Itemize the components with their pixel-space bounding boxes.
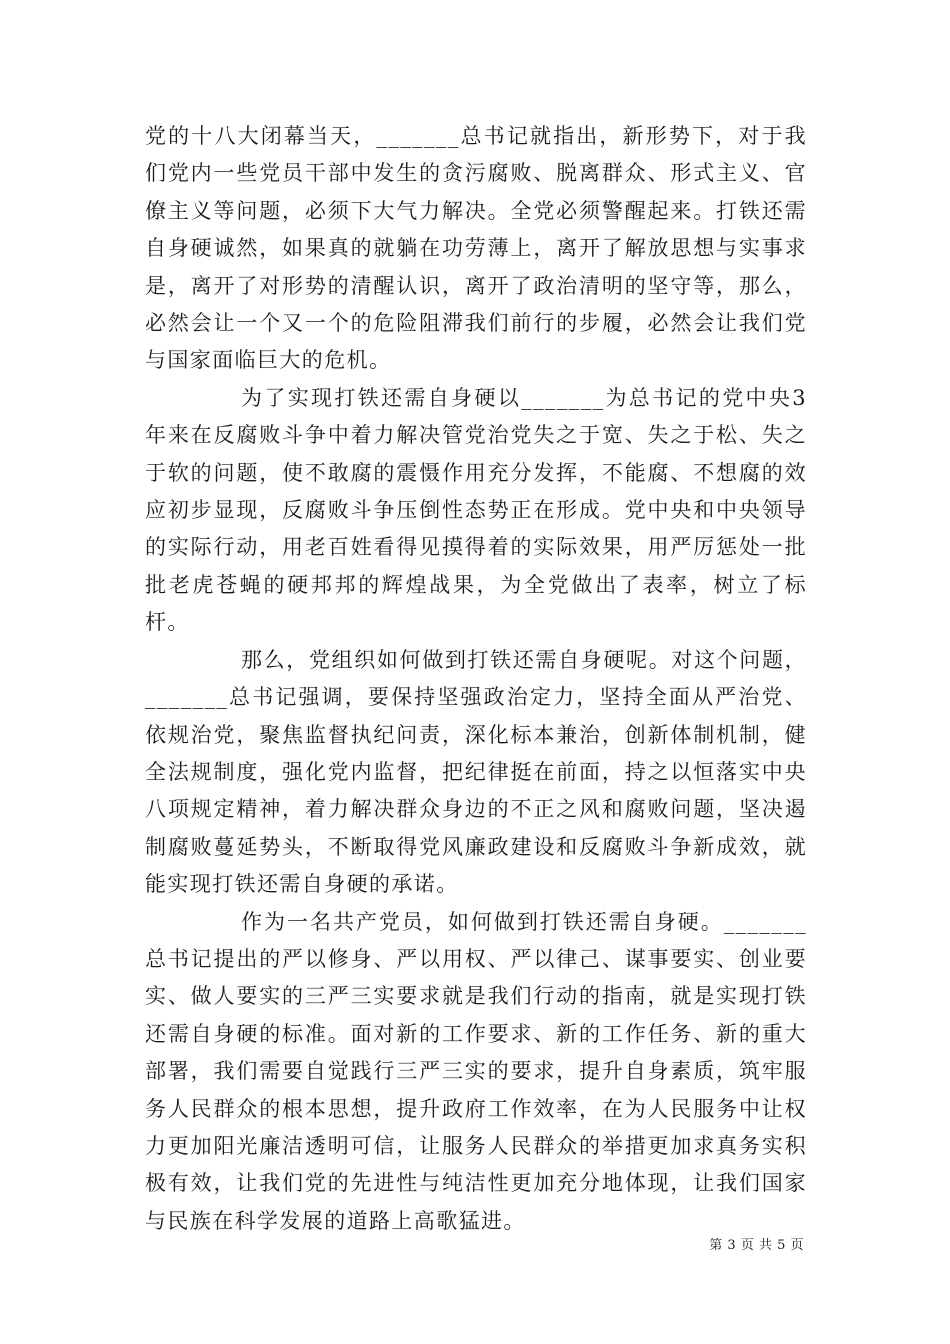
paragraph-2: 为了实现打铁还需自身硬以_______为总书记的党中央3年来在反腐败斗争中着力解决管党治党失之于宽、失之于松、失之于软的问题，使不敢腐的震慑作用充分发挥，不能腐、不想腐的效应初步显现，反腐败斗争压倒性态势正在形成。党中央和中央领导的实际行动，用老百姓看得见摸得着的实际效果，用严厉惩处一批批老虎苍蝇的硬邦邦的辉煌战果，为全党做出了表率，树立了标杆。: [145, 385, 807, 635]
paragraph-1: 党的十八大闭幕当天，_______总书记就指出，新形势下，对于我们党内一些党员干部中发生的贪污腐败、脱离群众、形式主义、官僚主义等问题，必须下大气力解决。全党必须警醒起来。打铁还需自身硬诚然，如果真的就躺在功劳薄上，离开了解放思想与实事求是，离开了对形势的清醒认识，离开了政治清明的坚守等，那么，必然会让一个又一个的危险阻滞我们前行的步履，必然会让我们党与国家面临巨大的危机。: [145, 124, 807, 373]
paragraph-3: 那么，党组织如何做到打铁还需自身硬呢。对这个问题，_______总书记强调，要保持坚强政治定力，坚持全面从严治党、依规治党，聚焦监督执纪问责，深化标本兼治，创新体制机制，健全法规制度，强化党内监督，把纪律挺在前面，持之以恒落实中央八项规定精神，着力解决群众身边的不正之风和腐败问题，坚决遏制腐败蔓延势头，不断取得党风廉政建设和反腐败斗争新成效，就能实现打铁还需自身硬的承诺。: [145, 647, 807, 897]
page-number-footer: 第 3 页 共 5 页: [709, 1238, 804, 1253]
document-body: [145, 118, 807, 1240]
paragraph-4: 作为一名共产党员，如何做到打铁还需自身硬。_______总书记提出的严以修身、严以用权、严以律己、谋事要实、创业要实、做人要实的三严三实要求就是我们行动的指南，就是实现打铁还需自身硬的标准。面对新的工作要求、新的工作任务、新的重大部署，我们需要自觉践行三严三实的要求，提升自身素质，筑牢服务人民群众的根本思想，提升政府工作效率，在为人民服务中让权力更加阳光廉洁透明可信，让服务人民群众的举措更加求真务实积极有效，让我们党的先进性与纯洁性更加充分地体现，让我们国家与民族在科学发展的道路上高歌猛进。: [145, 909, 807, 1233]
